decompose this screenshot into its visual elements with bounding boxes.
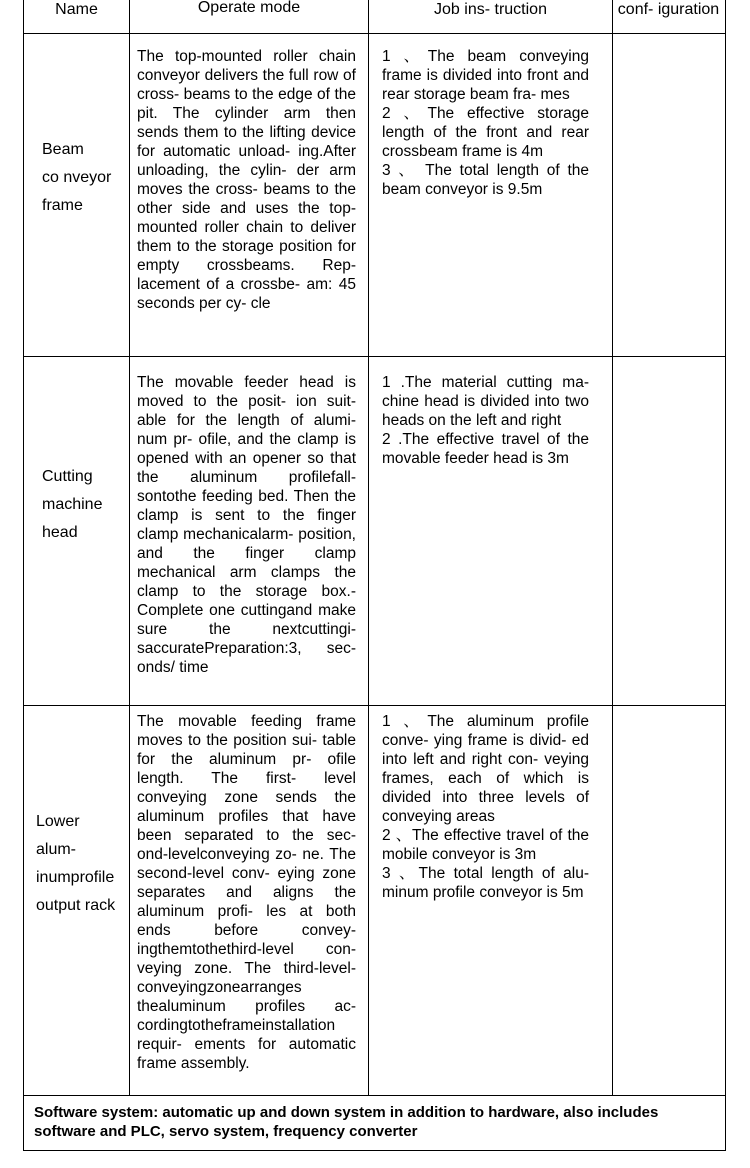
header-operate-mode: Operate mode <box>197 0 301 16</box>
row-name-beam-conveyor-frame: Beam co nveyor frame <box>42 141 112 214</box>
row-operate-mode: The movable feeder head is moved to the posit- ion suit- able for the length of alumi- num pr- ofile, and the clamp is opened with an opener so that the aluminum profilefall- sontothe feeding bed. Then the clamp is sent to the finger clamp mechanicalarm- position, and the finger clamp mechanical arm clamps the clamp to the storage box.- Complete one cuttingand make sure the nextcuttingi- saccuratePreparation:3, sec- onds/ time <box>137 374 356 676</box>
table-border-bottom <box>23 1150 726 1151</box>
header-equipment-configuration: conf- iguration <box>617 1 720 18</box>
header-name: Name <box>55 1 98 18</box>
row-job-instruction: 1 、The aluminum profile conve- ying frame is divid- ed into left and right con- veying frames, each of which is divided into three levels of conveying areas 2 、The effective travel of the mobile conveyor is 3m 3 、The total length of alu- minum profile conveyor is 5m <box>382 713 589 901</box>
column-divider <box>129 0 130 1096</box>
row-job-instruction: 1 、The beam conveying frame is divided into front and rear storage beam fra- mes 2 、The effective storage length of the front and rear crossbeam frame is 4m 3 、 The total length of the beam conveyor is 9.5m <box>382 48 589 198</box>
software-system-note: Software system: automatic up and down system in addition to hardware, also includes software and PLC, servo system, frequency converter <box>34 1104 659 1140</box>
table-border-right <box>725 0 726 1151</box>
row-name-lower-aluminum-profile-output-rack: Lower alum- inumprofile output rack <box>36 813 116 914</box>
row-job-instruction: 1 .The material cutting ma- chine head is divided into two heads on the left and right 2 .The effective travel of the movable feeder head is 3m <box>382 374 589 467</box>
table-border-left <box>23 0 24 1151</box>
row-operate-mode: The movable feeding frame moves to the position sui- table for the aluminum pr- ofile length. The first- level conveying zone sends the aluminum profiles that have been separated to the sec- ond-levelconveying zo- ne. The second-level conv- eying zone separates and aligns the aluminum profi- les at both ends before convey- ingthemtothethird-level con- veying zone. The third-level- conveyingzonearranges thealuminum profiles ac- cordingtotheframeinstallation requir- ements for automatic frame assembly. <box>137 713 356 1072</box>
header-job-instruction: Job ins- truction <box>434 1 547 18</box>
column-divider <box>368 0 369 1096</box>
spec-table <box>23 0 726 1151</box>
column-divider <box>612 0 613 1096</box>
row-operate-mode: The top-mounted roller chain conveyor delivers the full row of cross- beams to the edge of the pit. The cylinder arm then sends them to the lifting device for automatic unload- ing.After unloading, the cylin- der arm moves the cross- beams to the other side and uses the top- mounted roller chain to deliver them to the storage position for empty crossbeams. Rep- lacement of a crossbe- am: 45 seconds per cy- cle <box>137 48 356 312</box>
row-name-cutting-machine-head: Cutting machine head <box>42 468 103 541</box>
